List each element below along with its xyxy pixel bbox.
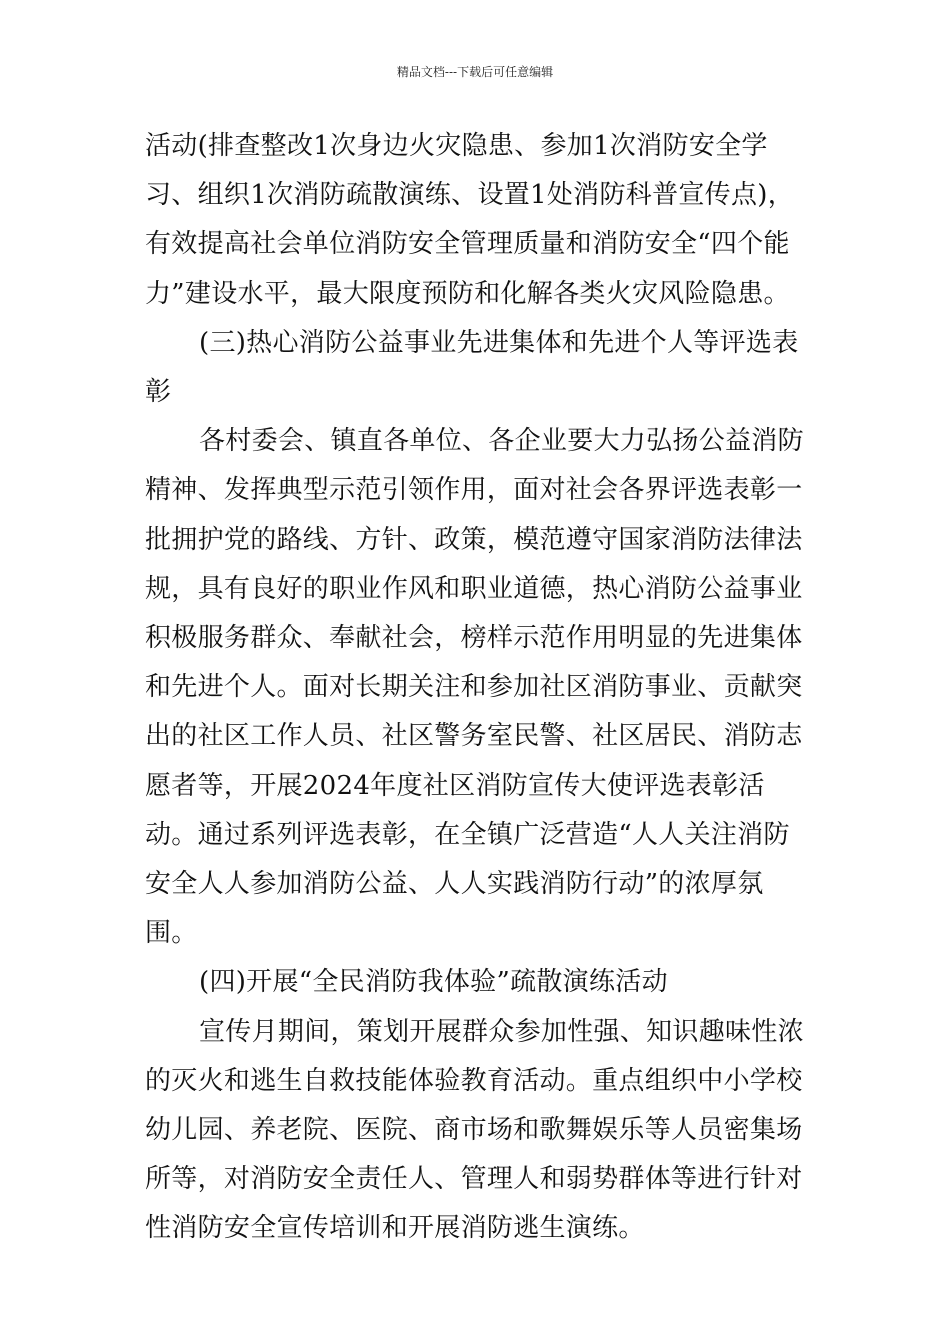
page-header: 精品文档---下载后可任意编辑 [396, 65, 554, 79]
paragraph-activity-summary: 活动(排查整改1次身边火灾隐患、参加1次消防安全学习、组织1次消防疏散演练、设置1处消防科普宣传点)，有效提高社会单位消防安全管理质量和消防安全“四个能力”建设水平，最大限度预防和化解各类火灾风险隐患。 [145, 131, 795, 309]
document-body [145, 122, 815, 1254]
section-heading-drill: (四)开展“全民消防我体验”疏散演练活动 [199, 967, 668, 998]
paragraph-drill: 宣传月期间，策划开展群众参加性强、知识趣味性浓的灭火和逃生自救技能体验教育活动。重点组织中小学校幼儿园、养老院、医院、商市场和歌舞娱乐等人员密集场所等，对消防安全责任人、管理人和弱势群体等进行针对性消防安全宣传培训和开展消防逃生演练。 [145, 1016, 804, 1244]
paragraph-commendation: 各村委会、镇直各单位、各企业要大力弘扬公益消防精神、发挥典型示范引领作用，面对社会各界评选表彰一批拥护党的路线、方针、政策，模范遵守国家消防法律法规，具有良好的职业作风和职业道德，热心消防公益事业积极服务群众、奉献社会，榜样示范作用明显的先进集体和先进个人。面对长期关注和参加社区消防事业、贡献突出的社区工作人员、社区警务室民警、社区居民、消防志愿者等，开展2024年度社区消防宣传大使评选表彰活动。通过系列评选表彰，在全镇广泛营造“人人关注消防安全人人参加消防公益、人人实践消防行动”的浓厚氛围。 [145, 426, 804, 949]
section-heading-commendation: (三)热心消防公益事业先进集体和先进个人等评选表彰 [145, 327, 799, 408]
